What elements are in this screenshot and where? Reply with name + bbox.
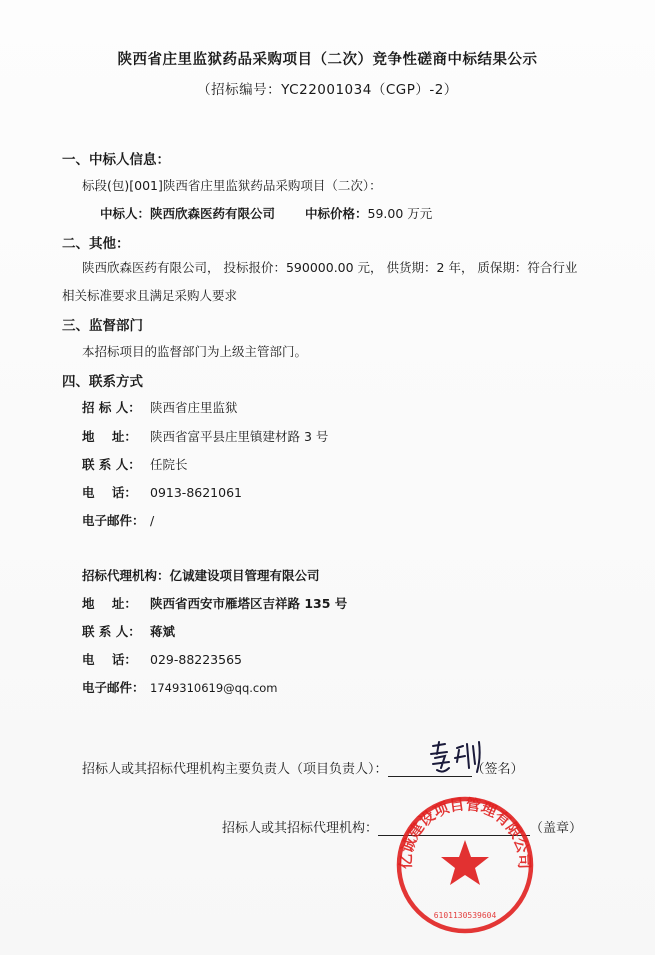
agency-value: 亿诚建设项目管理有限公司: [169, 568, 320, 583]
tenderer-email-value: /: [150, 513, 155, 528]
seal-text: 亿诚建设项目管理有限公司: [396, 795, 534, 870]
tenderer-address-row: [82, 427, 328, 445]
agency-email-label: 电子邮件：: [82, 680, 145, 695]
tenderer-email-row: [82, 511, 154, 529]
section-heading-supervision: 三、监督部门: [62, 318, 143, 334]
agency-contact-label: 联 系 人：: [82, 624, 141, 639]
agency-address-value: 陕西省西安市雁塔区吉祥路 135 号: [150, 596, 348, 611]
seal-number: 6101130539604: [433, 911, 497, 920]
tenderer-phone-row: [82, 483, 242, 501]
agency-label: 招标代理机构：: [82, 568, 170, 583]
agency-phone-value: 029-88223565: [150, 652, 242, 667]
tenderer-label: 招 标 人：: [82, 400, 141, 415]
tenderer-name-row: [82, 398, 238, 416]
agency-contact-row: [82, 622, 175, 640]
tenderer-value: 陕西省庄里监狱: [150, 400, 238, 415]
other-line-2: 相关标准要求且满足采购人要求: [62, 288, 238, 303]
agency-phone-label: 电 话：: [82, 652, 137, 667]
document-title: 陕西省庄里监狱药品采购项目（二次）竞争性磋商中标结果公示: [117, 52, 538, 68]
tenderer-address-value: 陕西省富平县庄里镇建材路 3 号: [150, 429, 329, 444]
section-heading-winner: 一、中标人信息：: [62, 152, 170, 168]
signature-suffix: （签名）: [471, 762, 524, 777]
agency-address-label: 地 址：: [82, 596, 137, 611]
agency-phone-row: [82, 650, 242, 668]
agency-name-row: [82, 566, 320, 584]
agency-email-value: 1749310619@qq.com: [150, 681, 278, 695]
agency-contact-value: 蒋斌: [150, 624, 176, 639]
tenderer-contact-row: [82, 455, 188, 473]
tenderer-contact-label: 联 系 人：: [82, 457, 141, 472]
signature-label: 招标人或其招标代理机构主要负责人（项目负责人）：: [82, 762, 388, 777]
agency-address-row: [82, 594, 347, 612]
supervision-text: 本招标项目的监督部门为上级主管部门。: [82, 344, 308, 359]
tender-number: （招标编号：YC22001034（CGP）-2）: [197, 82, 458, 98]
other-line-1: 陕西欣森医药有限公司， 投标报价：590000.00 元， 供货期：2 年， 质保期：符合行业: [82, 260, 578, 275]
tenderer-phone-label: 电 话：: [82, 485, 137, 500]
price-row: [305, 204, 432, 222]
winner-label: 中标人：: [100, 206, 151, 221]
seal-suffix: （盖章）: [530, 821, 583, 836]
section-heading-contact: 四、联系方式: [62, 374, 143, 390]
tenderer-contact-value: 任院长: [150, 457, 188, 472]
handwritten-signature: [425, 738, 495, 778]
agency-email-row: [82, 678, 277, 696]
section-heading-other: 二、其他：: [62, 236, 130, 252]
tenderer-email-label: 电子邮件：: [82, 513, 145, 528]
price-value: 59.00 万元: [367, 206, 433, 221]
lot-description: 标段(包)[001]陕西省庄里监狱药品采购项目（二次）：: [82, 178, 382, 193]
company-seal: [390, 790, 540, 940]
price-label: 中标价格：: [305, 206, 368, 221]
seal-label: 招标人或其招标代理机构：: [222, 821, 379, 836]
tenderer-phone-value: 0913-8621061: [150, 485, 242, 500]
winner-name: 陕西欣森医药有限公司: [150, 206, 276, 221]
winner-row: [100, 204, 275, 222]
star-icon: [441, 840, 489, 885]
tenderer-address-label: 地 址：: [82, 429, 137, 444]
